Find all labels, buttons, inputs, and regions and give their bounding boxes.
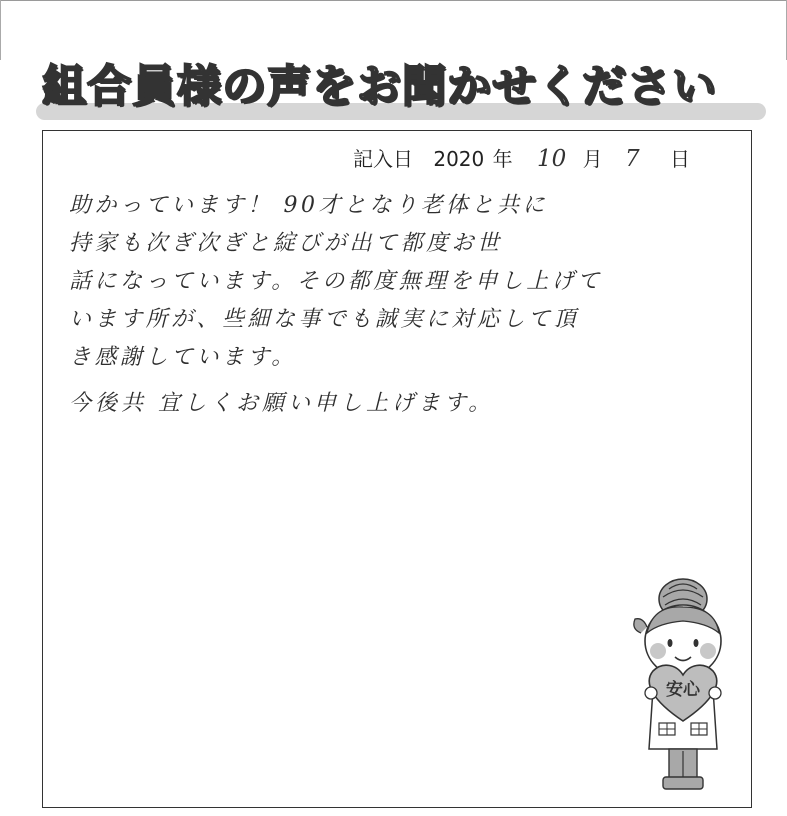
- comment-line: います所が、些細な事でも誠実に対応して頂: [69, 307, 580, 332]
- date-day-unit: 日: [669, 147, 690, 171]
- top-border: [0, 0, 787, 5]
- handwritten-comment: [69, 187, 729, 423]
- comment-card: [42, 130, 752, 808]
- title-banner: [36, 48, 766, 128]
- date-month-unit: 月: [582, 147, 603, 171]
- page-title: 組合員様の声をお聞かせください: [42, 61, 717, 112]
- left-edge: [0, 0, 23, 60]
- comment-closing: 今後共 宜しくお願い申し上げます。: [69, 391, 495, 416]
- face: [645, 605, 721, 677]
- date-day: 7: [624, 146, 640, 172]
- date-year: 2020: [433, 147, 485, 171]
- comment-line: 助かっています！ 90才となり老体と共に: [69, 193, 548, 218]
- legs: [663, 749, 703, 789]
- entry-date: [353, 143, 690, 173]
- date-month: 10: [536, 146, 567, 172]
- mascot-illustration: [623, 571, 743, 801]
- hair-tuft: [634, 619, 647, 633]
- date-year-unit: 年: [492, 147, 513, 171]
- right-edge: [764, 0, 787, 60]
- heart-label: 安心: [666, 680, 700, 700]
- comment-line: 持家も次ぎ次ぎと綻びが出て都度お世: [69, 231, 503, 256]
- comment-line: 話になっています。その都度無理を申し上げて: [69, 269, 603, 294]
- comment-line: き感謝しています。: [69, 345, 297, 370]
- date-label: 記入日: [353, 147, 413, 171]
